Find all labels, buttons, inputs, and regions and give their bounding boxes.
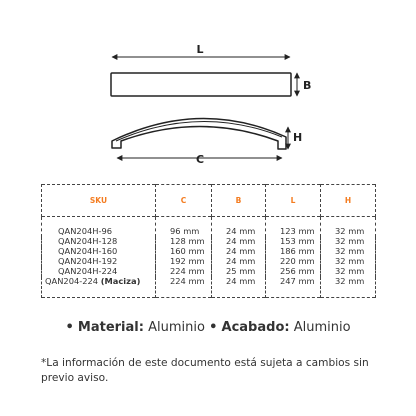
cell-h: 32 mm bbox=[321, 257, 376, 267]
sku-text: QAN204H-160 bbox=[58, 245, 118, 256]
cell-c: 192 mm bbox=[156, 257, 212, 267]
cell-b: 24 mm bbox=[212, 247, 266, 257]
cell-c: 224 mm bbox=[156, 267, 212, 277]
sku-text: QAN204H-96 bbox=[58, 226, 113, 236]
cell-l: 153 mm bbox=[266, 237, 321, 247]
side-view bbox=[112, 118, 302, 166]
table-header-row bbox=[42, 185, 376, 217]
cell-b: 24 mm bbox=[212, 257, 266, 267]
finish-value: Aluminio bbox=[293, 320, 351, 335]
cell-c: 224 mm bbox=[156, 277, 212, 298]
cell-l: 256 mm bbox=[266, 267, 321, 277]
dim-label-l: L bbox=[196, 43, 204, 56]
header-b: B bbox=[212, 185, 266, 217]
table-row bbox=[42, 277, 376, 298]
cell-sku bbox=[42, 277, 156, 298]
cell-l: 247 mm bbox=[266, 277, 321, 298]
sku-text: QAN204H-224 bbox=[58, 265, 118, 276]
cell-h: 32 mm bbox=[321, 237, 376, 247]
bullet: • bbox=[65, 320, 74, 335]
cell-b: 24 mm bbox=[212, 277, 266, 298]
cell-l: 220 mm bbox=[266, 257, 321, 267]
handle-top-outline bbox=[111, 73, 291, 96]
cell-h: 32 mm bbox=[321, 247, 376, 257]
header-l: L bbox=[266, 185, 321, 217]
bullet: • bbox=[209, 320, 218, 335]
dim-label-b: B bbox=[303, 79, 312, 92]
header-h: H bbox=[321, 185, 376, 217]
cell-b: 25 mm bbox=[212, 267, 266, 277]
handle-side-outline bbox=[112, 118, 286, 149]
sku-text: QAN204-224 bbox=[45, 275, 99, 286]
cell-l: 186 mm bbox=[266, 247, 321, 257]
dim-label-h: H bbox=[293, 131, 303, 144]
material-label: Material: bbox=[77, 320, 144, 335]
cell-h: 32 mm bbox=[321, 277, 376, 298]
header-c: C bbox=[156, 185, 212, 217]
cell-sku bbox=[42, 217, 156, 237]
material-value: Aluminio bbox=[148, 320, 205, 335]
cell-b: 24 mm bbox=[212, 217, 266, 237]
sku-text: QAN204H-128 bbox=[58, 235, 118, 246]
material-finish-line bbox=[0, 320, 416, 335]
sku-text: QAN204H-192 bbox=[58, 255, 118, 266]
cell-c: 96 mm bbox=[156, 217, 212, 237]
finish-label: Acabado: bbox=[221, 320, 290, 335]
table-row bbox=[42, 217, 376, 237]
top-view bbox=[111, 43, 311, 96]
disclaimer-note: *La información de este documento está sujeta a cambios sin previo aviso. bbox=[41, 357, 369, 384]
header-sku: SKU bbox=[42, 185, 156, 217]
dim-label-c: C bbox=[195, 153, 205, 166]
dimension-table bbox=[41, 184, 376, 298]
sku-suffix: (Maciza) bbox=[100, 275, 141, 286]
cell-c: 128 mm bbox=[156, 237, 212, 247]
cell-b: 24 mm bbox=[212, 237, 266, 247]
cell-l: 123 mm bbox=[266, 217, 321, 237]
cell-c: 160 mm bbox=[156, 247, 212, 257]
cell-h: 32 mm bbox=[321, 267, 376, 277]
cell-h: 32 mm bbox=[321, 217, 376, 237]
handle-dimension-diagram bbox=[0, 0, 416, 180]
